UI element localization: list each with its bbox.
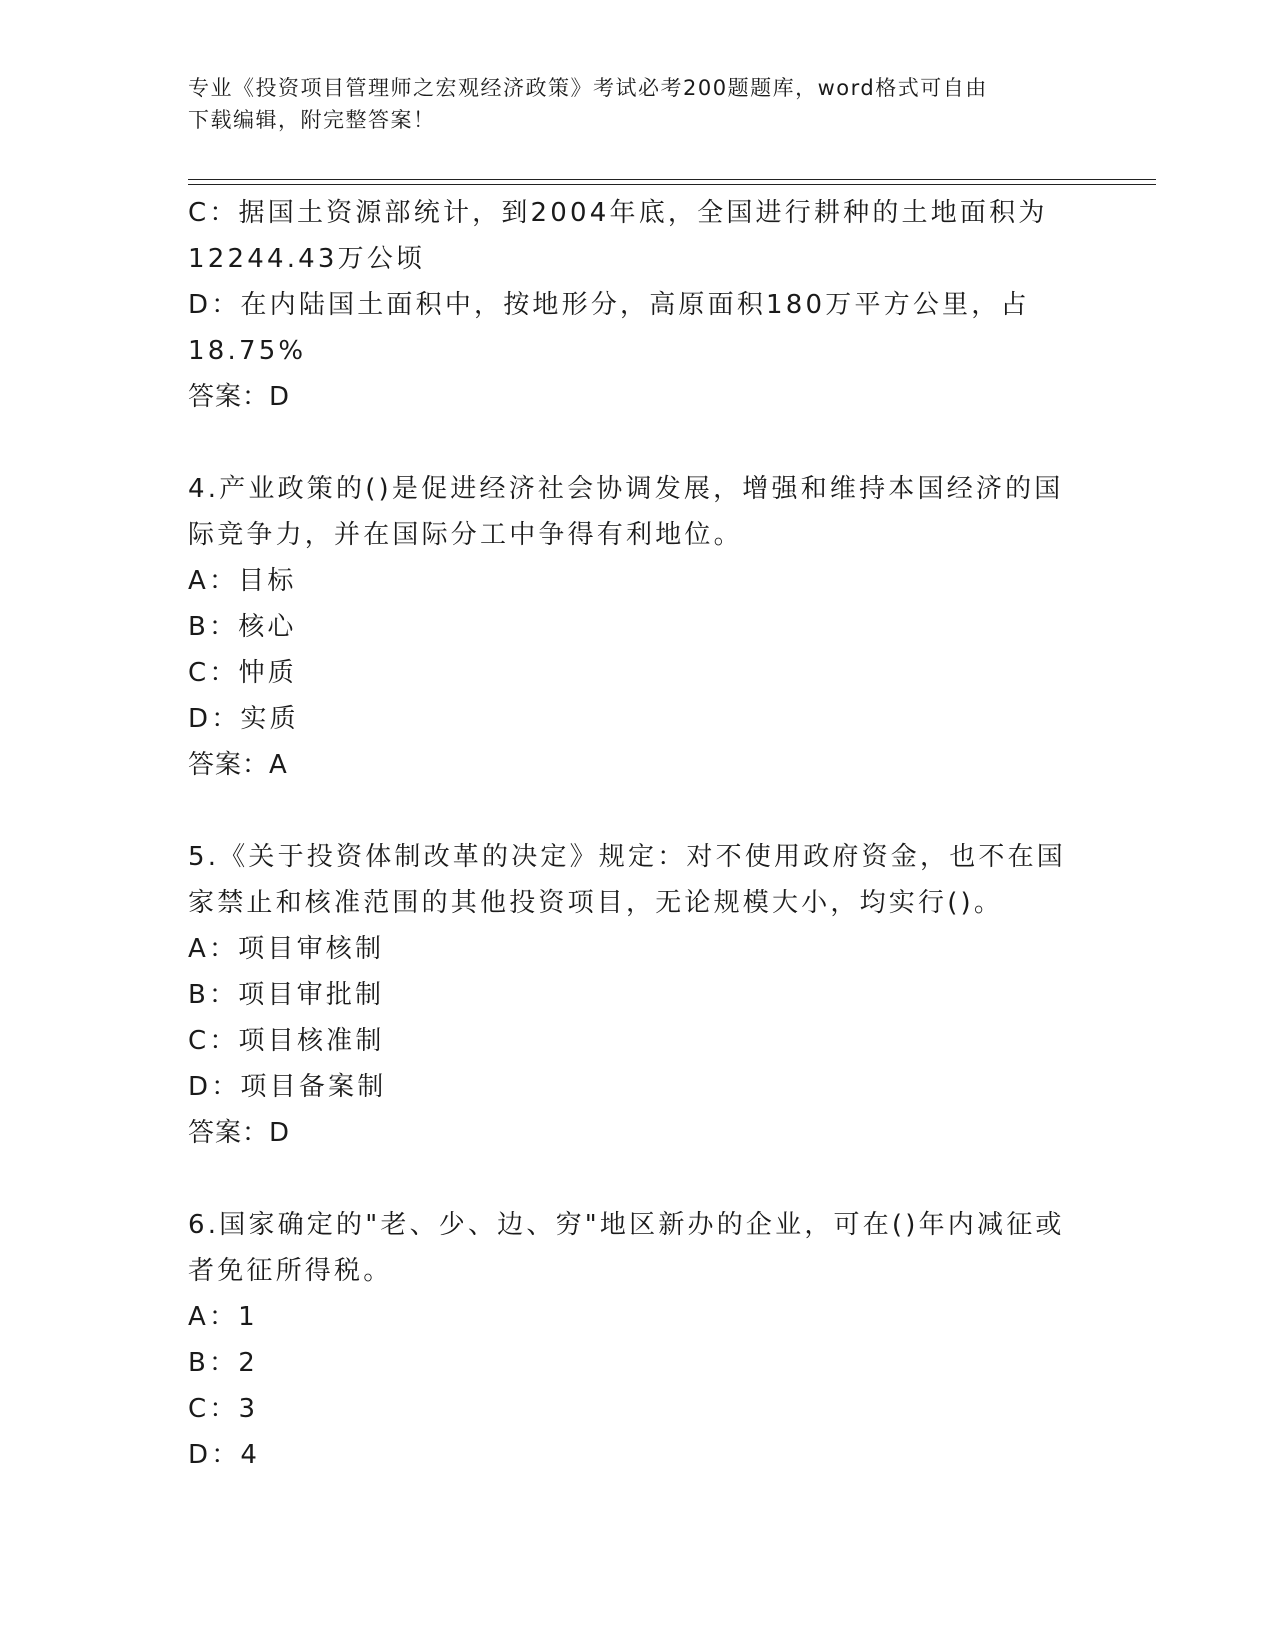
- option-c-continued: 12244.43万公顷: [188, 244, 426, 274]
- option-d: D：项目备案制: [188, 1072, 387, 1102]
- option-b: B：2: [188, 1348, 258, 1378]
- header-line-1: 专业《投资项目管理师之宏观经济政策》考试必考200题题库，word格式可自由: [188, 76, 988, 100]
- answer: 答案：A: [188, 750, 288, 780]
- question-stem-continued: 家禁止和核准范围的其他投资项目，无论规模大小，均实行()。: [188, 888, 1004, 918]
- question-4: [188, 466, 1068, 788]
- option-a: A：目标: [188, 566, 297, 596]
- spacer: [188, 1156, 1068, 1202]
- question-stem: 6.国家确定的"老、少、边、穷"地区新办的企业，可在()年内减征或: [188, 1210, 1065, 1240]
- header-divider-bottom: [188, 184, 1156, 185]
- answer: 答案：D: [188, 382, 291, 412]
- option-c: C：据国土资源部统计，到2004年底，全国进行耕种的土地面积为: [188, 198, 1048, 228]
- question-stem: 5.《关于投资体制改革的决定》规定：对不使用政府资金，也不在国: [188, 842, 1067, 872]
- option-c: C：3: [188, 1394, 259, 1424]
- spacer: [188, 420, 1068, 466]
- option-c: C：项目核准制: [188, 1026, 385, 1056]
- spacer: [188, 788, 1068, 834]
- question-stem: 4.产业政策的()是促进经济社会协调发展，增强和维持本国经济的国: [188, 474, 1064, 504]
- option-d-continued: 18.75%: [188, 336, 307, 366]
- option-a: A：1: [188, 1302, 258, 1332]
- question-5: [188, 834, 1068, 1156]
- question-6: [188, 1202, 1068, 1478]
- document-header: [188, 72, 1088, 136]
- header-divider-top: [188, 179, 1156, 180]
- option-a: A：项目审核制: [188, 934, 385, 964]
- question-list: [188, 190, 1068, 1478]
- option-d: D：在内陆国土面积中，按地形分，高原面积180万平方公里，占: [188, 290, 1030, 320]
- option-c: C：忡质: [188, 658, 297, 688]
- answer: 答案：D: [188, 1118, 291, 1148]
- question-stem-continued: 际竞争力，并在国际分工中争得有利地位。: [188, 520, 743, 550]
- header-line-2: 下载编辑，附完整答案！: [188, 108, 436, 132]
- option-d: D：4: [188, 1440, 261, 1470]
- question-stem-continued: 者免征所得税。: [188, 1256, 393, 1286]
- previous-question-tail: [188, 190, 1068, 420]
- option-b: B：项目审批制: [188, 980, 385, 1010]
- option-d: D：实质: [188, 704, 299, 734]
- option-b: B：核心: [188, 612, 297, 642]
